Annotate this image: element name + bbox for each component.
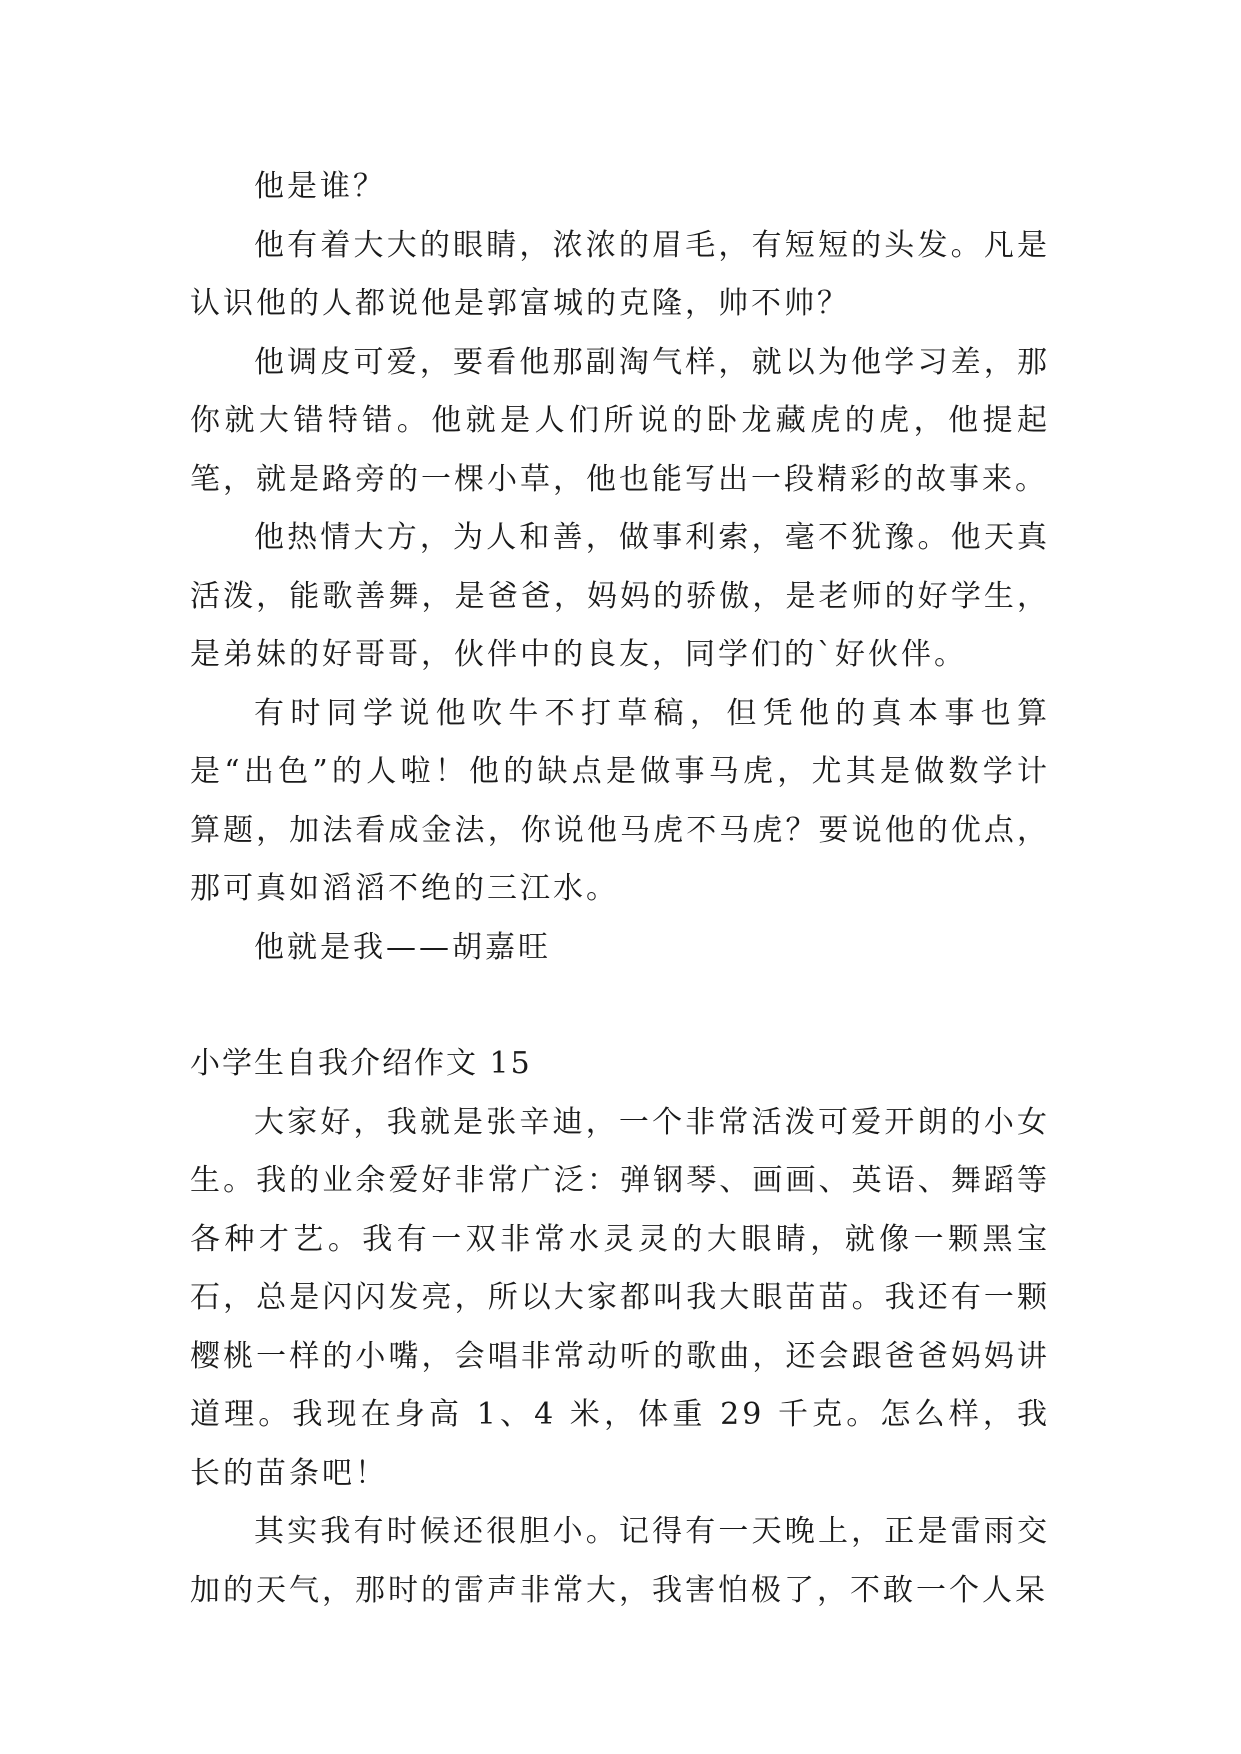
paragraph: 他就是我——胡嘉旺 [254,929,551,965]
paragraph: 他有着大大的眼睛，浓浓的眉毛，有短短的头发。凡是认识他的人都说他是郭富城的克隆，帅不帅？ [190,227,1050,321]
paragraph: 有时同学说他吹牛不打草稿，但凭他的真本事也算是“出色”的人啦！他的缺点是做事马虎，尤其是做数学计算题，加法看成金法，你说他马虎不马虎？要说他的优点，那可真如滔滔不绝的三江水。 [190,695,1050,906]
document-body [190,158,1050,1620]
section-heading: 小学生自我介绍作文 15 [190,1046,532,1081]
paragraph: 他是谁？ [254,169,386,204]
paragraph: 大家好，我就是张辛迪，一个非常活泼可爱开朗的小女生。我的业余爱好非常广泛：弹钢琴、画画、英语、舞蹈等各种才艺。我有一双非常水灵灵的大眼睛，就像一颗黑宝石，总是闪闪发亮，所以大家都叫我大眼苗苗。我还有一颗樱桃一样的小嘴，会唱非常动听的歌曲，还会跟爸爸妈妈讲道理。我现在身高 1、4 米，体重 29 千克。怎么样，我长的苗条吧！ [190,1104,1050,1491]
paragraph: 其实我有时候还很胆小。记得有一天晚上，正是雷雨交加的天气，那时的雷声非常大，我害怕极了，不敢一个人呆 [190,1514,1050,1608]
paragraph: 他热情大方，为人和善，做事利索，毫不犹豫。他天真活泼，能歌善舞，是爸爸，妈妈的骄傲，是老师的好学生，是弟妹的好哥哥，伙伴中的良友，同学们的`好伙伴。 [190,520,1050,672]
paragraph: 他调皮可爱，要看他那副淘气样，就以为他学习差，那你就大错特错。他就是人们所说的卧龙藏虎的虎，他提起笔，就是路旁的一棵小草，他也能写出一段精彩的故事来。 [190,344,1050,497]
